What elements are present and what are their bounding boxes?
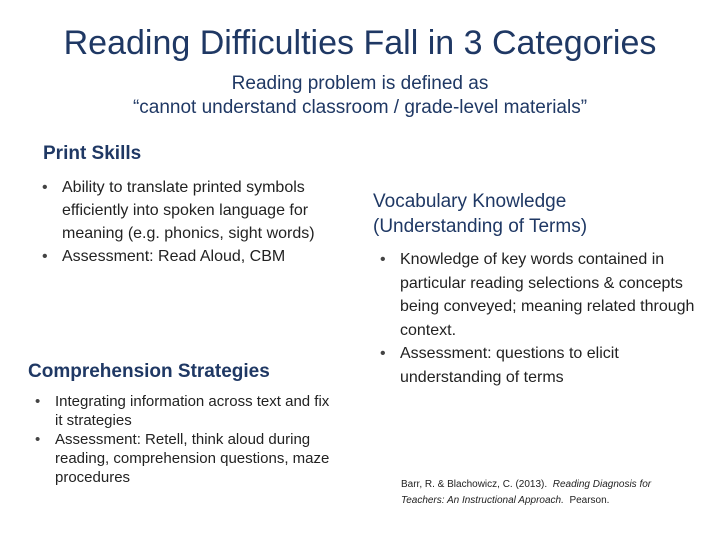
vocabulary-heading [373, 189, 587, 239]
citation-publisher: Pearson. [569, 495, 610, 506]
citation-authors: Barr, R. & Blachowicz, C. (2013). [401, 479, 548, 490]
vocabulary-list [372, 248, 697, 389]
page-title: Reading Difficulties Fall in 3 Categories [63, 24, 657, 62]
vocabulary-heading-line-1: Vocabulary Knowledge [373, 191, 567, 212]
list-item: • Assessment: questions to elicit understanding of terms [372, 342, 697, 389]
comprehension-list [27, 392, 332, 487]
list-item: • Integrating information across text and fix it strategies [27, 392, 332, 430]
list-item: • Knowledge of key words contained in particular reading selections & concepts being conveyed; meaning related through context. [372, 248, 697, 342]
citation [401, 477, 701, 509]
list-item: • Assessment: Read Aloud, CBM [34, 245, 334, 268]
list-item: • Ability to translate printed symbols efficiently into spoken language for meaning (e.g. phonics, sight words) [34, 176, 334, 245]
subtitle-line-1: Reading problem is defined as [231, 73, 489, 94]
citation-title-line-1: Reading Diagnosis for [552, 479, 652, 490]
subtitle [0, 72, 720, 120]
comprehension-heading: Comprehension Strategies [28, 361, 270, 382]
print-skills-list [34, 176, 334, 268]
citation-title-line-2: Teachers: An Instructional Approach. [401, 495, 564, 506]
print-skills-heading: Print Skills [43, 143, 142, 164]
subtitle-line-2: “cannot understand classroom / grade-level materials” [132, 97, 588, 118]
list-item: • Assessment: Retell, think aloud during reading, comprehension questions, maze procedures [27, 430, 332, 487]
vocabulary-heading-line-2: (Understanding of Terms) [373, 216, 588, 237]
